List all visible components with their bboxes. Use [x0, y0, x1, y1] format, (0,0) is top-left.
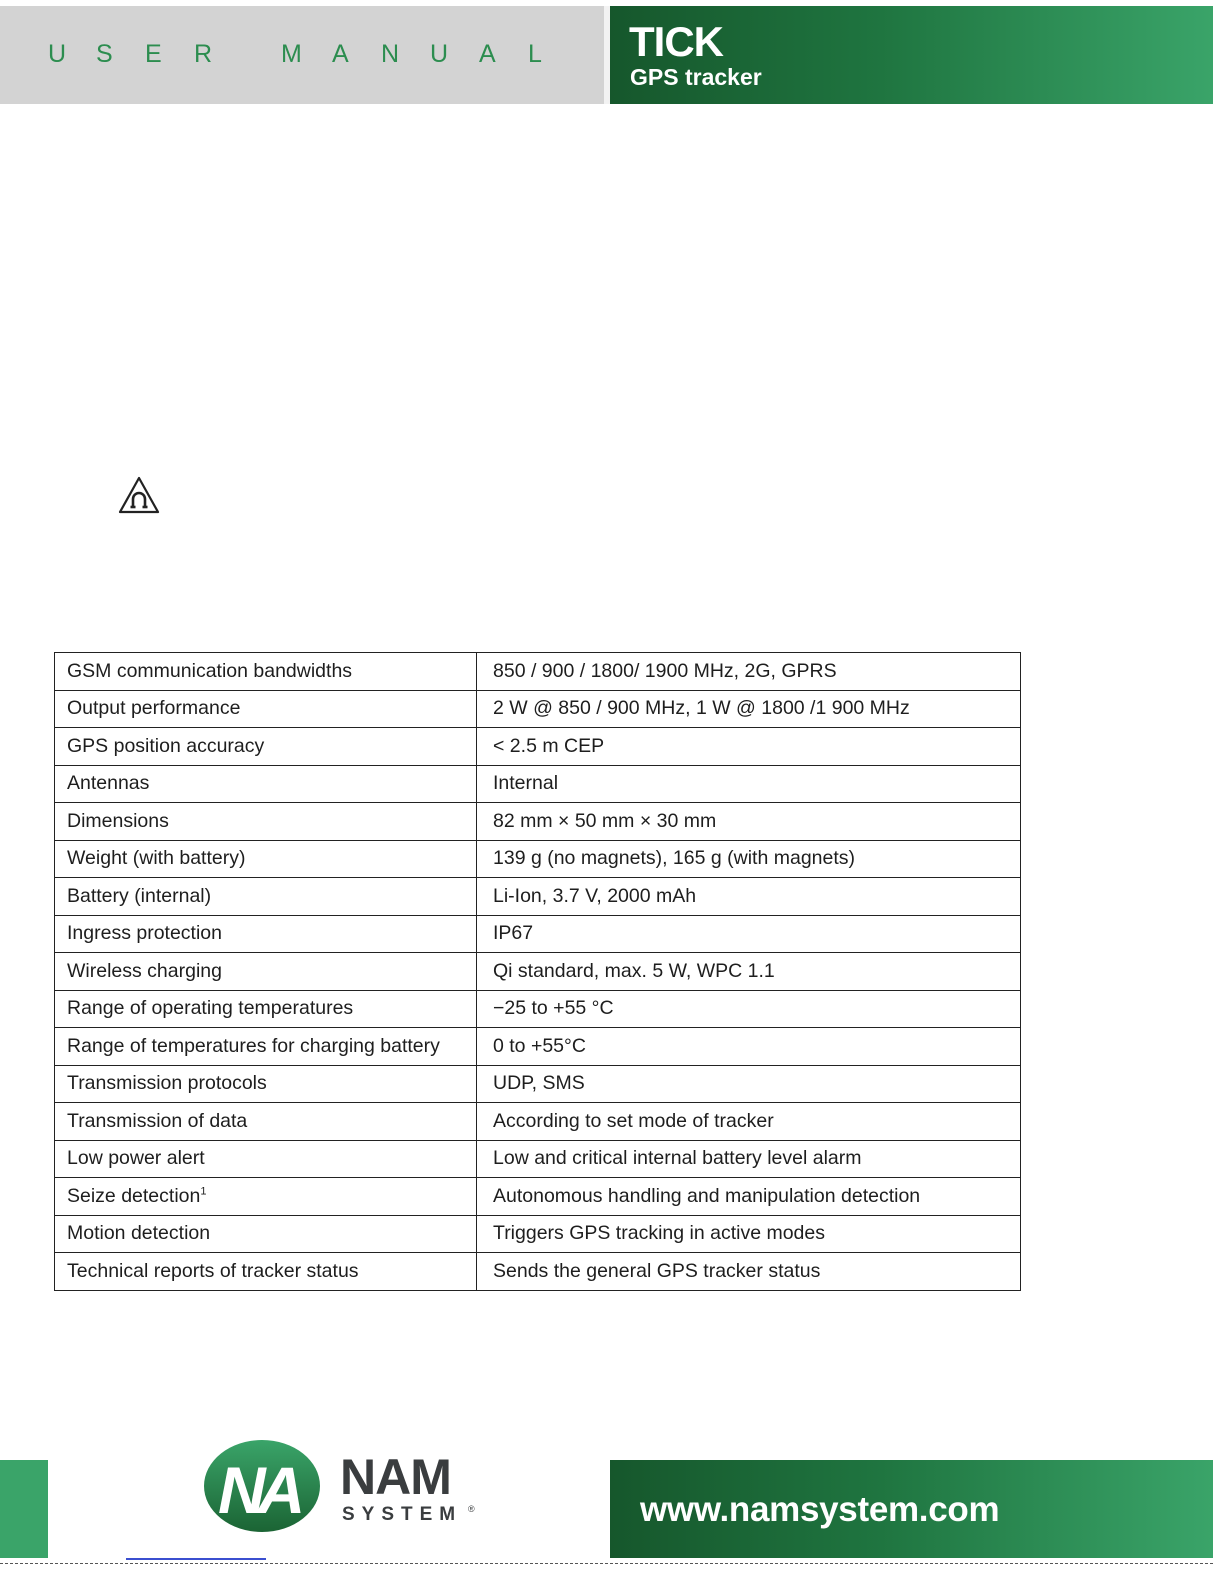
logo-subname: SYSTEM [342, 1504, 463, 1525]
specifications-table [54, 652, 1021, 1291]
spec-label-cell [55, 728, 477, 766]
spec-label-cell [55, 803, 477, 841]
spec-label-cell [55, 1028, 477, 1066]
spec-label-cell [55, 1140, 477, 1178]
spec-label-cell [55, 690, 477, 728]
spec-value: IP67 [477, 915, 1021, 953]
spec-value: Qi standard, max. 5 W, WPC 1.1 [477, 953, 1021, 991]
footnote-marker: 1 [200, 1185, 207, 1198]
spec-row [55, 1140, 1021, 1178]
manual-letter: R [194, 40, 213, 68]
spec-value: 0 to +55°C [477, 1028, 1021, 1066]
spec-value: 82 mm × 50 mm × 30 mm [477, 803, 1021, 841]
spec-row [55, 878, 1021, 916]
spec-label-cell [55, 953, 477, 991]
spec-label: Ingress protection [67, 922, 223, 945]
spec-label: Low power alert [67, 1147, 205, 1170]
manual-letter: E [145, 40, 162, 68]
logo-name: NAM [340, 1449, 451, 1505]
spec-row [55, 1215, 1021, 1253]
spec-value: Autonomous handling and manipulation detection [477, 1178, 1021, 1216]
header-product-band [610, 6, 1213, 104]
spec-label: Battery (internal) [67, 884, 212, 907]
spec-value: Li-Ion, 3.7 V, 2000 mAh [477, 878, 1021, 916]
spec-label-cell [55, 840, 477, 878]
spec-label: Technical reports of tracker status [67, 1259, 359, 1282]
magnet-warning-icon [118, 476, 160, 514]
spec-value: Triggers GPS tracking in active modes [477, 1215, 1021, 1253]
spec-label: GSM communication bandwidths [67, 659, 353, 682]
spec-row [55, 840, 1021, 878]
nam-system-logo [202, 1436, 482, 1536]
spec-label: Output performance [67, 697, 241, 720]
spec-label-cell [55, 765, 477, 803]
manual-letter: M [281, 40, 302, 68]
product-subtitle: GPS tracker [630, 64, 762, 90]
spec-label-cell [55, 1253, 477, 1291]
spec-row [55, 1178, 1021, 1216]
manual-letter: N [381, 40, 400, 68]
spec-value: 850 / 900 / 1800/ 1900 MHz, 2G, GPRS [477, 653, 1021, 691]
logo-registered-mark: ® [468, 1504, 475, 1514]
spec-label-cell [55, 915, 477, 953]
website-url[interactable]: www.namsystem.com [640, 1490, 1000, 1529]
spec-label-cell [55, 653, 477, 691]
spec-value: 139 g (no magnets), 165 g (with magnets) [477, 840, 1021, 878]
spec-value: −25 to +55 °C [477, 990, 1021, 1028]
spec-row [55, 1103, 1021, 1141]
spec-label: Transmission of data [67, 1109, 248, 1132]
manual-letter: S [96, 40, 113, 68]
manual-letter: A [479, 40, 496, 68]
spec-label: Antennas [67, 772, 150, 795]
footer-link-underline [126, 1558, 266, 1560]
spec-row [55, 953, 1021, 991]
spec-value: UDP, SMS [477, 1065, 1021, 1103]
spec-row [55, 1065, 1021, 1103]
spec-value: Internal [477, 765, 1021, 803]
spec-label: Range of operating temperatures [67, 997, 354, 1020]
spec-label-cell [55, 1215, 477, 1253]
spec-label: Dimensions [67, 809, 169, 832]
manual-letter: A [332, 40, 349, 68]
spec-label-cell [55, 990, 477, 1028]
spec-label: Wireless charging [67, 959, 222, 982]
spec-label: Seize detection [67, 1184, 201, 1207]
spec-label: Weight (with battery) [67, 847, 246, 870]
logo-monogram: NA [218, 1453, 298, 1527]
spec-label: Motion detection [67, 1222, 211, 1245]
header-label-band [0, 6, 604, 104]
spec-value: Low and critical internal battery level alarm [477, 1140, 1021, 1178]
spec-value: According to set mode of tracker [477, 1103, 1021, 1141]
spec-label: GPS position accuracy [67, 734, 265, 757]
spec-row [55, 728, 1021, 766]
manual-letter: U [48, 40, 67, 68]
footer-rule [0, 1563, 1213, 1564]
spec-row [55, 765, 1021, 803]
spec-label-cell [55, 1103, 477, 1141]
spec-row [55, 1253, 1021, 1291]
spec-value: 2 W @ 850 / 900 MHz, 1 W @ 1800 /1 900 MHz [477, 690, 1021, 728]
spec-label: Transmission protocols [67, 1072, 267, 1095]
spec-row [55, 690, 1021, 728]
spec-label-cell [55, 1065, 477, 1103]
spec-value: < 2.5 m CEP [477, 728, 1021, 766]
spec-row [55, 915, 1021, 953]
spec-row [55, 653, 1021, 691]
spec-row [55, 1028, 1021, 1066]
spec-row [55, 990, 1021, 1028]
spec-value: Sends the general GPS tracker status [477, 1253, 1021, 1291]
spec-label-cell [55, 1178, 477, 1216]
product-name: TICK [629, 18, 723, 65]
manual-letter: U [430, 40, 449, 68]
footer-accent-bar [0, 1460, 48, 1558]
spec-label: Range of temperatures for charging battery [67, 1034, 440, 1057]
spec-row [55, 803, 1021, 841]
spec-label-cell [55, 878, 477, 916]
manual-letter: L [528, 40, 542, 68]
footer-website-band [610, 1460, 1213, 1558]
